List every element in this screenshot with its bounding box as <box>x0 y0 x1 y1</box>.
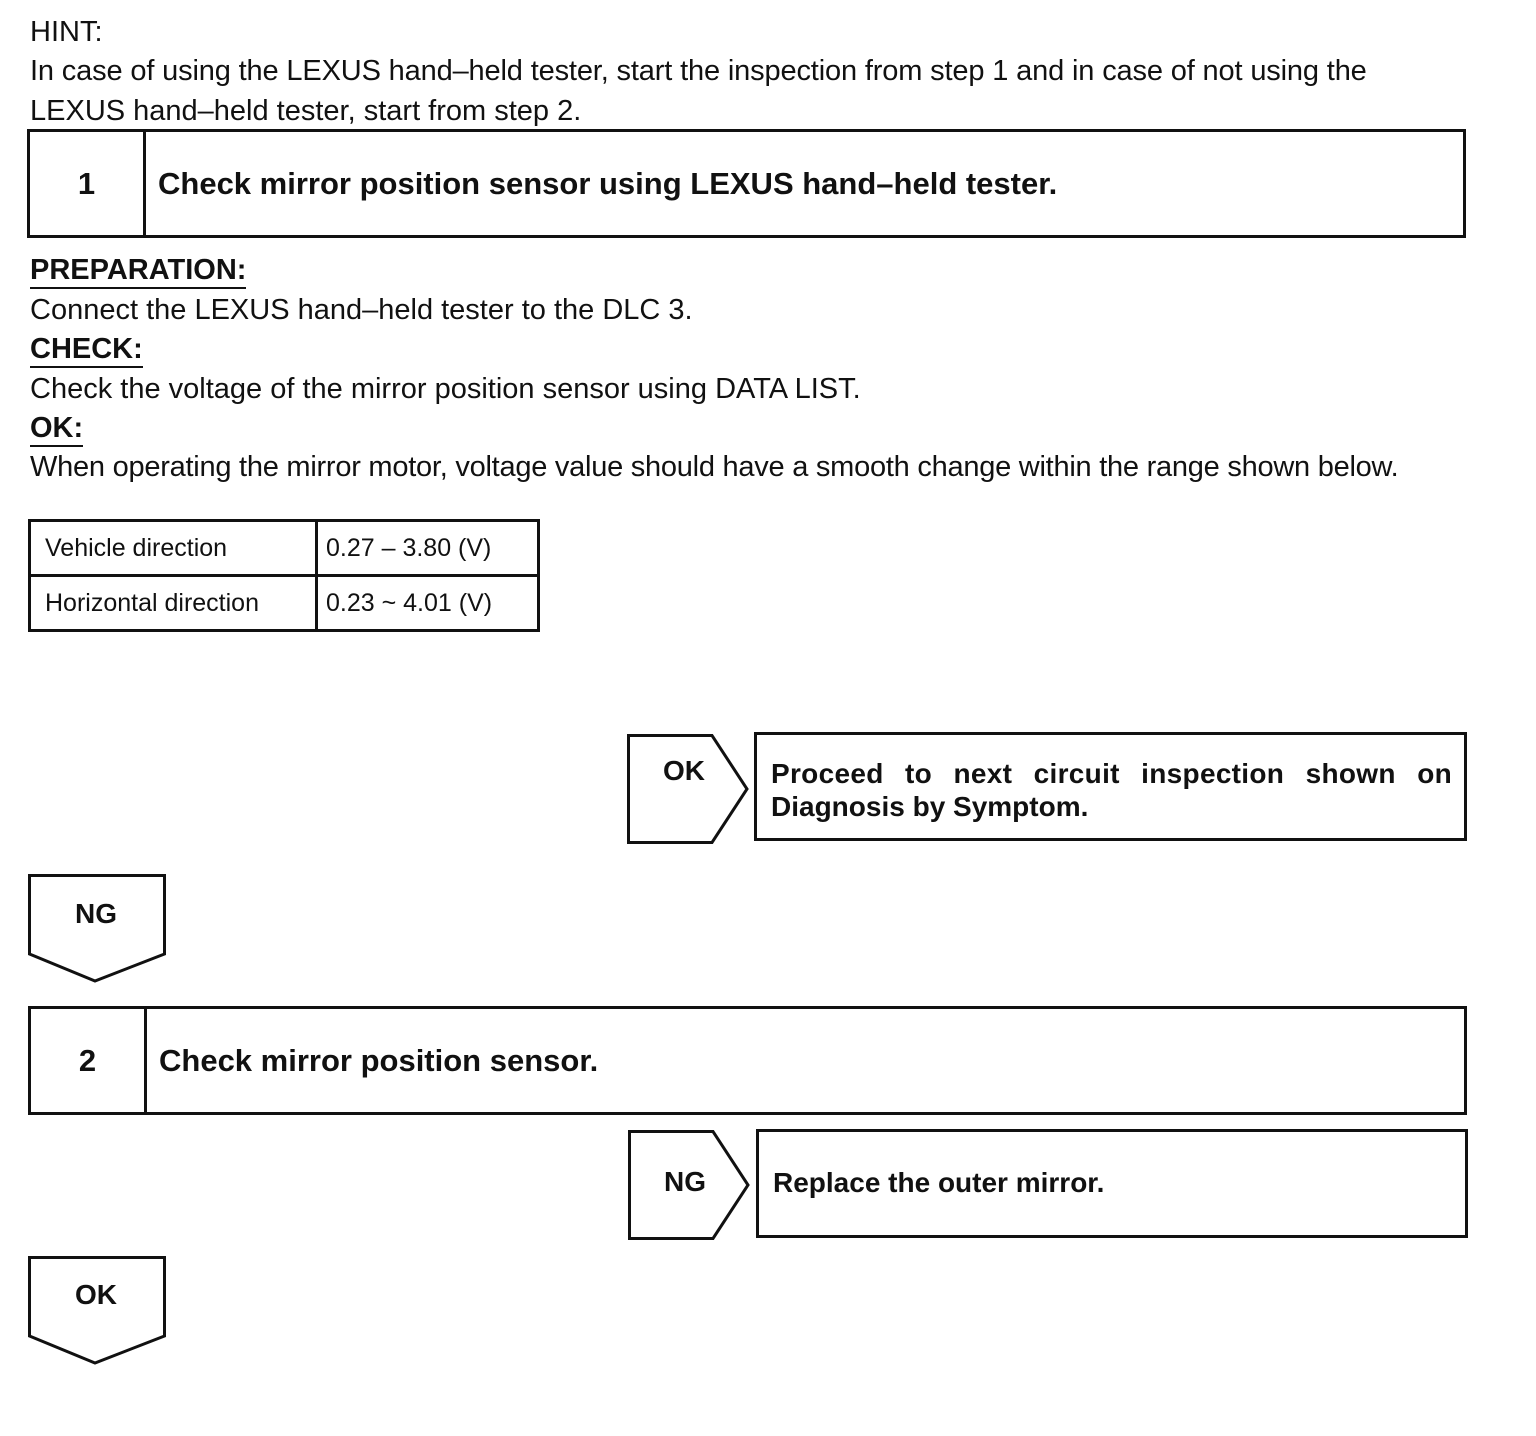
table-cell-direction: Horizontal direction <box>30 576 317 631</box>
ok-arrow-down-icon <box>28 1256 166 1366</box>
ng-result-text: Replace the outer mirror. <box>773 1167 1105 1198</box>
check-label: CHECK: <box>30 332 143 368</box>
ok-arrow-label: OK <box>663 755 705 786</box>
voltage-spec-table <box>28 519 540 632</box>
ok-result-box <box>754 732 1467 841</box>
ok-result-line1: Proceed to next circuit inspection shown on <box>771 758 1452 789</box>
preparation-label: PREPARATION: <box>30 253 246 289</box>
preparation-text: Connect the LEXUS hand–held tester to the DLC 3. <box>30 294 693 326</box>
step-1-number: 1 <box>30 132 146 235</box>
hint-text-line1: In case of using the LEXUS hand–held tester, start the inspection from step 1 and in case of not using the <box>30 55 1367 87</box>
hint-text-line2: LEXUS hand–held tester, start from step 2. <box>30 95 582 127</box>
ng2-arrow-label: NG <box>664 1166 706 1197</box>
table-row <box>30 521 539 576</box>
step-2-title: Check mirror position sensor. <box>159 1042 599 1078</box>
ok2-arrow-label: OK <box>75 1279 117 1310</box>
ok-result-line2: Diagnosis by Symptom. <box>771 791 1089 822</box>
ok-spec-text: When operating the mirror motor, voltage value should have a smooth change within the range shown below. <box>30 451 1399 483</box>
ng-arrow-label: NG <box>75 898 117 929</box>
ok-spec-label: OK: <box>30 411 83 447</box>
hint-label: HINT: <box>30 16 103 48</box>
table-cell-range: 0.23 ~ 4.01 (V) <box>317 576 539 631</box>
ok-arrow-right-icon <box>627 734 751 844</box>
step-2-number: 2 <box>31 1009 147 1112</box>
step-1-box <box>27 129 1466 238</box>
table-cell-direction: Vehicle direction <box>30 521 317 576</box>
step-2-box <box>28 1006 1467 1115</box>
check-text: Check the voltage of the mirror position sensor using DATA LIST. <box>30 373 861 405</box>
table-cell-range: 0.27 – 3.80 (V) <box>317 521 539 576</box>
table-row <box>30 576 539 631</box>
ng-result-box <box>756 1129 1468 1238</box>
step-1-title: Check mirror position sensor using LEXUS hand–held tester. <box>158 165 1058 201</box>
